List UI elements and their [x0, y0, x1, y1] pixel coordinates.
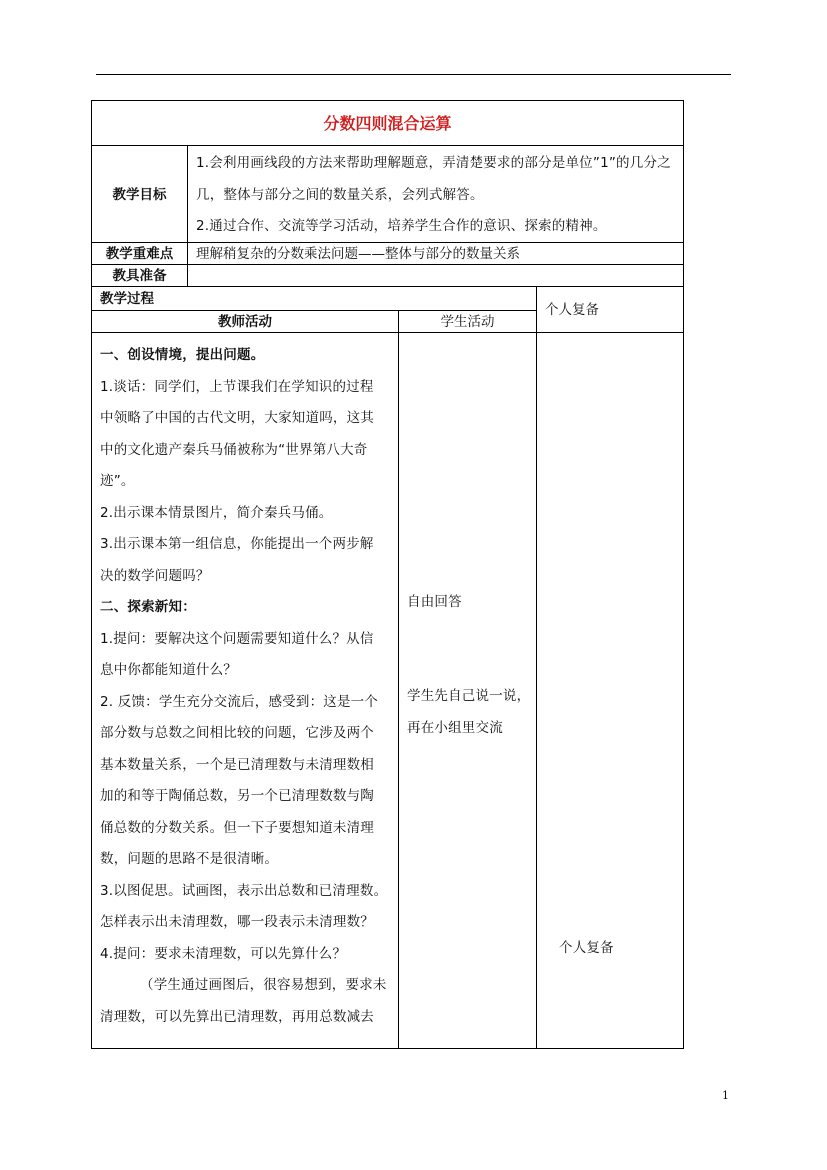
process-label: 教学过程: [91, 286, 537, 311]
key-points-value: 理解稍复杂的分数乘法问题——整体与部分的数量关系: [187, 242, 684, 265]
teacher-line: 怎样表示出未清理数，哪一段表示未清理数？: [100, 914, 374, 930]
materials-label: 教具准备: [91, 264, 188, 287]
student-answer-free: 自由回答: [407, 594, 462, 610]
teacher-line: 迹”。: [100, 473, 135, 489]
page-title: 分数四则混合运算: [91, 100, 684, 146]
teacher-line: 中领略了中国的古代文明，大家知道吗，这其: [100, 410, 374, 426]
teacher-line: 3.出示课本第一组信息，你能提出一个两步解: [100, 536, 374, 552]
student-answer-discuss-2: 再在小组里交流: [407, 720, 503, 736]
teacher-line: 决的数学问题吗？: [100, 567, 210, 584]
teaching-goal-1: 1.会利用画线段的方法来帮助理解题意，弄清楚要求的部分是单位”1”的几分之几，整体与部分之间的数量关系，会列式解答。: [196, 155, 671, 203]
teacher-line: 数，问题的思路不是很清晰。: [100, 851, 279, 867]
header-rule: [96, 74, 731, 75]
teacher-line: 3.以图促思。试画图，表示出总数和已清理数。: [100, 882, 388, 899]
teacher-line: 俑总数的分数关系。但一下子要想知道未清理: [100, 819, 374, 836]
review-header: 个人复备: [536, 286, 684, 333]
teacher-line: 1.提问：要解决这个问题需要知道什么？从信: [100, 630, 374, 647]
teacher-line: 清理数，可以先算出已清理数，再用总数减去: [100, 1008, 374, 1025]
teaching-goals-content: [187, 145, 684, 243]
section-heading-2: 二、探索新知：: [100, 599, 196, 615]
teacher-line: 1.谈话：同学们，上节课我们在学知识的过程: [100, 378, 374, 395]
teacher-activity-body: [91, 332, 399, 1049]
teacher-line: 4.提问：要求未清理数，可以先算什么？: [100, 945, 347, 962]
student-activity-header: 学生活动: [398, 310, 537, 333]
teacher-line: 2. 反馈：学生充分交流后，感受到：这是一个: [100, 693, 379, 710]
teacher-line: 中的文化遗产秦兵马俑被称为“世界第八大奇: [100, 441, 368, 458]
page-number: 1: [722, 1089, 729, 1102]
teacher-line: 基本数量关系，一个是已清理数与未清理数相: [100, 756, 374, 773]
student-answer-discuss-1: 学生先自己说一说，: [407, 688, 531, 704]
review-body-text: 个人复备: [559, 940, 614, 956]
teacher-activity-header: 教师活动: [91, 310, 399, 333]
teacher-line: 部分数与总数之间相比较的问题，它涉及两个: [100, 725, 374, 741]
student-activity-body: [398, 332, 537, 1049]
key-points-label: 教学重难点: [91, 242, 188, 265]
materials-value: [187, 264, 684, 287]
section-heading-1: 一、创设情境，提出问题。: [100, 347, 265, 363]
review-body: [536, 332, 684, 1049]
teacher-line: 2.出示课本情景图片，简介秦兵马俑。: [100, 504, 333, 521]
teacher-line: 息中你都能知道什么？: [100, 662, 237, 678]
teaching-goal-2: 2.通过合作、交流等学习活动，培养学生合作的意识、探索的精神。: [196, 218, 607, 234]
teacher-line: （学生通过画图后，很容易想到，要求未: [140, 977, 387, 993]
teaching-goals-label: 教学目标: [91, 145, 188, 243]
teacher-line: 加的和等于陶俑总数，另一个已清理数数与陶: [100, 788, 374, 804]
